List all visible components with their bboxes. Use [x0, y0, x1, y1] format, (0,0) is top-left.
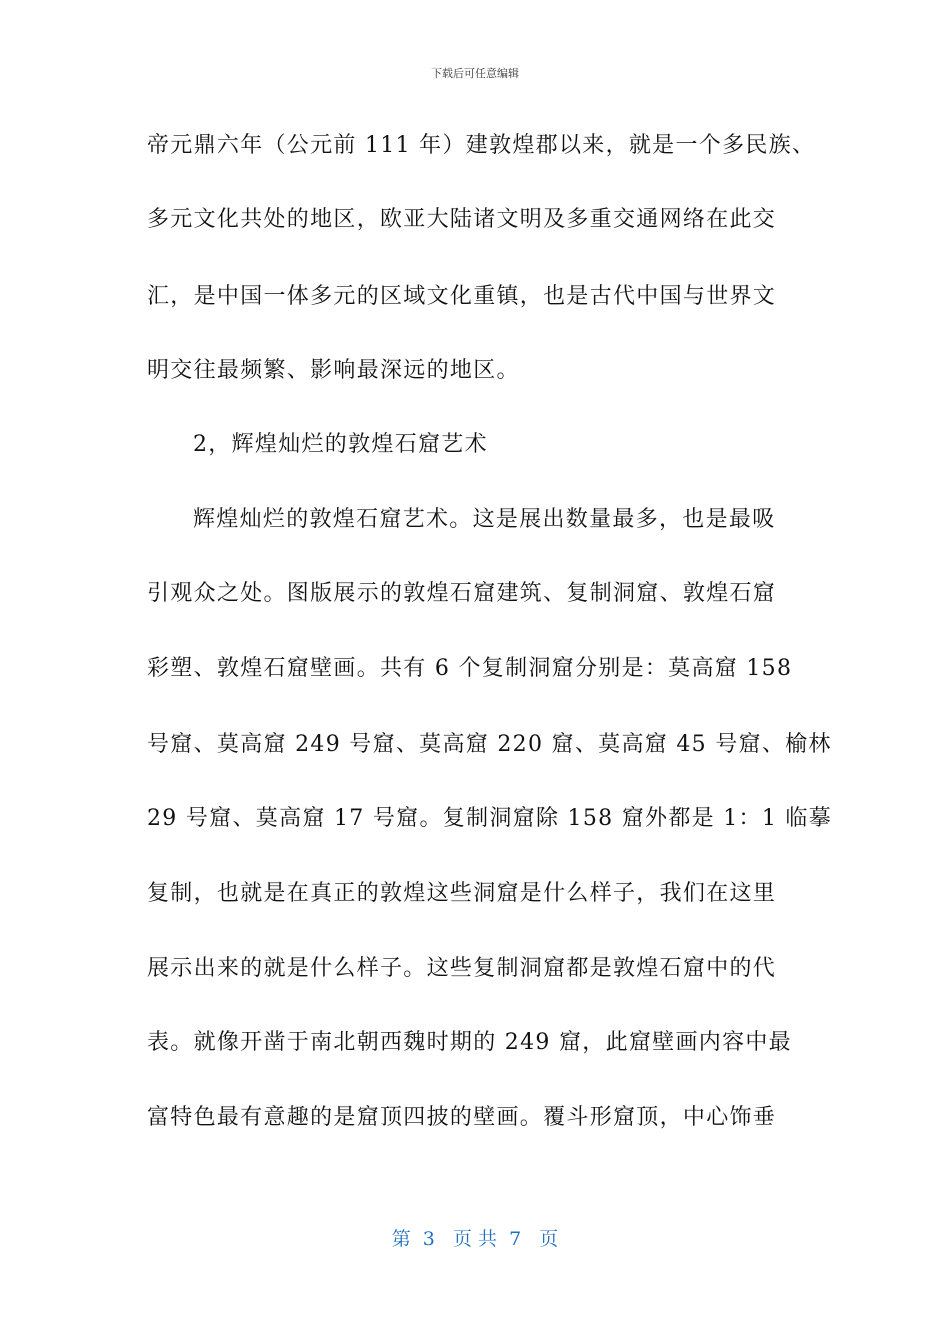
body-line: 复制，也就是在真正的敦煌这些洞窟是什么样子，我们在这里	[147, 881, 777, 906]
body-line: 明交往最频繁、影响最深远的地区。	[147, 358, 520, 383]
paragraph-first-line: 辉煌灿烂的敦煌石窟艺术。这是展出数量最多，也是最吸	[193, 507, 776, 532]
body-line: 汇，是中国一体多元的区域文化重镇，也是古代中国与世界文	[147, 284, 777, 309]
body-line: 号窟、莫高窟 249 号窟、莫高窟 220 窟、莫高窟 45 号窟、榆林	[147, 732, 832, 757]
page-header: 下载后可任意编辑	[431, 67, 519, 80]
body-line: 展示出来的就是什么样子。这些复制洞窟都是敦煌石窟中的代	[147, 956, 777, 981]
body-line: 表。就像开凿于南北朝西魏时期的 249 窟，此窟壁画内容中最	[147, 1030, 792, 1055]
body-line: 彩塑、敦煌石窟壁画。共有 6 个复制洞窟分别是：莫高窟 158	[147, 656, 793, 681]
body-line: 引观众之处。图版展示的敦煌石窟建筑、复制洞窟、敦煌石窟	[147, 581, 777, 606]
body-line: 富特色最有意趣的是窟顶四披的壁画。覆斗形窟顶，中心饰垂	[147, 1105, 777, 1130]
page-number-footer: 第 3 页 共 7 页	[391, 1228, 559, 1250]
body-line: 帝元鼎六年（公元前 111 年）建敦煌郡以来，就是一个多民族、	[147, 133, 816, 158]
section-heading: 2，辉煌灿烂的敦煌石窟艺术	[193, 432, 488, 457]
body-line: 多元文化共处的地区，欧亚大陆诸文明及多重交通网络在此交	[147, 207, 777, 232]
body-line: 29 号窟、莫高窟 17 号窟。复制洞窟除 158 窟外都是 1：1 临摹	[147, 806, 833, 831]
